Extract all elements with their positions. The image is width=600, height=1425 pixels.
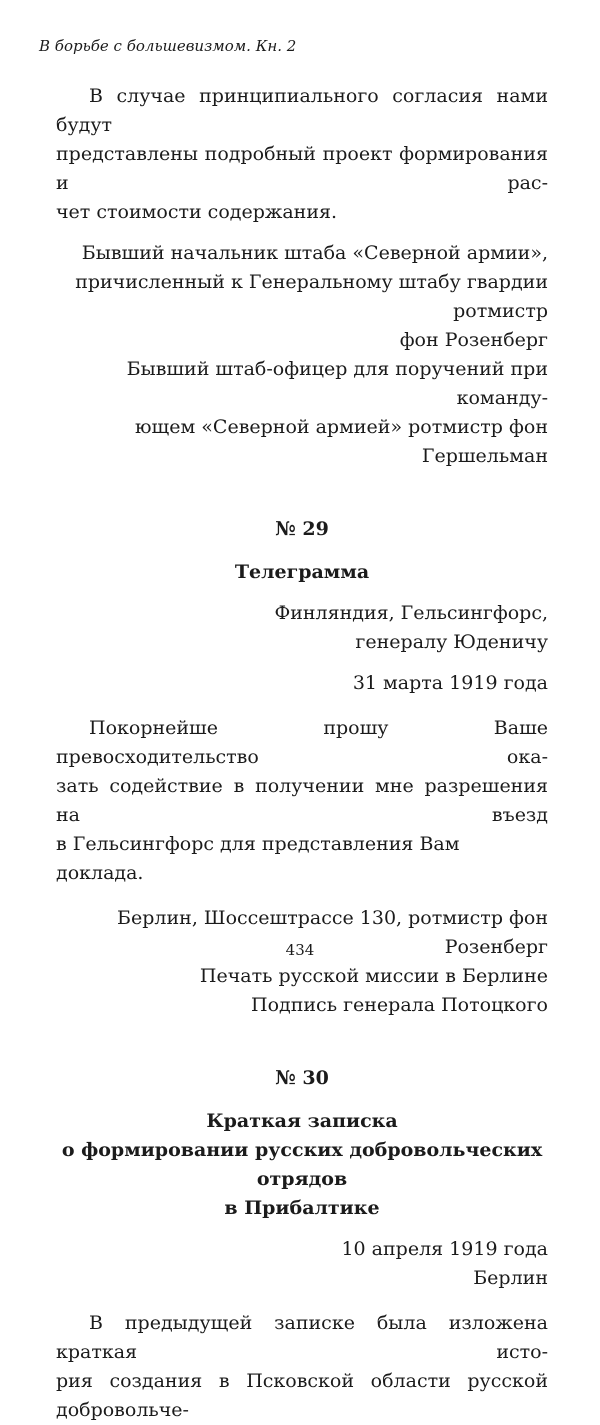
document-number-30: № 30	[275, 1067, 329, 1089]
address-block	[56, 599, 548, 657]
text-line: причисленный к Генеральному штабу гвардии ротмистр	[75, 271, 548, 322]
text-line: Покорнейше прошу Ваше превосходительство ока-	[56, 717, 548, 768]
text-line: зать содействие в получении мне разрешения на въезд	[56, 775, 548, 826]
document-title-30	[56, 1107, 548, 1223]
text-line: ющем «Северной армией» ротмистр фон Гершельман	[135, 416, 548, 467]
title-line: о формировании русских добровольческих отрядов	[61, 1139, 543, 1190]
text-line: рия создания в Псковской области русской добровольче-	[56, 1370, 548, 1421]
telegram-body	[56, 714, 548, 888]
intro-paragraph	[56, 82, 548, 227]
note-body	[56, 1309, 548, 1425]
text-line: Бывший штаб-офицер для поручений при команду-	[126, 358, 548, 409]
text-line: Печать русской миссии в Берлине	[199, 965, 548, 987]
text-line: Бывший начальник штаба «Северной армии»,	[81, 242, 548, 264]
text-line: В случае принципиального согласия нами будут	[56, 85, 548, 136]
title-line: Краткая записка	[206, 1110, 398, 1132]
text-line: фон Розенберг	[399, 329, 548, 351]
document-date-30: 10 апреля 1919 года	[341, 1238, 548, 1260]
page-number: 434	[285, 941, 315, 959]
text-line: генералу Юденичу	[355, 631, 548, 653]
text-line: представлены подробный проект формирования и рас-	[56, 143, 548, 194]
signature-block-1	[56, 239, 548, 355]
running-header: В борьбе с большевизмом. Кн. 2	[39, 37, 297, 55]
text-line: Финляндия, Гельсингфорс,	[274, 602, 548, 624]
text-line: В предыдущей записке была изложена краткая исто-	[56, 1312, 548, 1363]
text-line: Подпись генерала Потоцкого	[251, 994, 548, 1016]
telegram-signature	[56, 904, 548, 1020]
document-number-29: № 29	[275, 518, 329, 540]
document-place-30: Берлин	[473, 1267, 548, 1289]
document-title-29: Телеграмма	[234, 561, 370, 583]
document-date-29: 31 марта 1919 года	[352, 672, 548, 694]
title-line: в Прибалтике	[224, 1197, 380, 1219]
text-line: Берлин, Шоссештрассе 130, ротмистр фон Розенберг	[117, 907, 548, 958]
date-place-block	[56, 1235, 548, 1293]
signature-block-2	[56, 355, 548, 471]
text-line: чет стоимости содержания.	[56, 201, 338, 223]
text-line: в Гельсингфорс для представления Вам доклада.	[56, 833, 460, 884]
